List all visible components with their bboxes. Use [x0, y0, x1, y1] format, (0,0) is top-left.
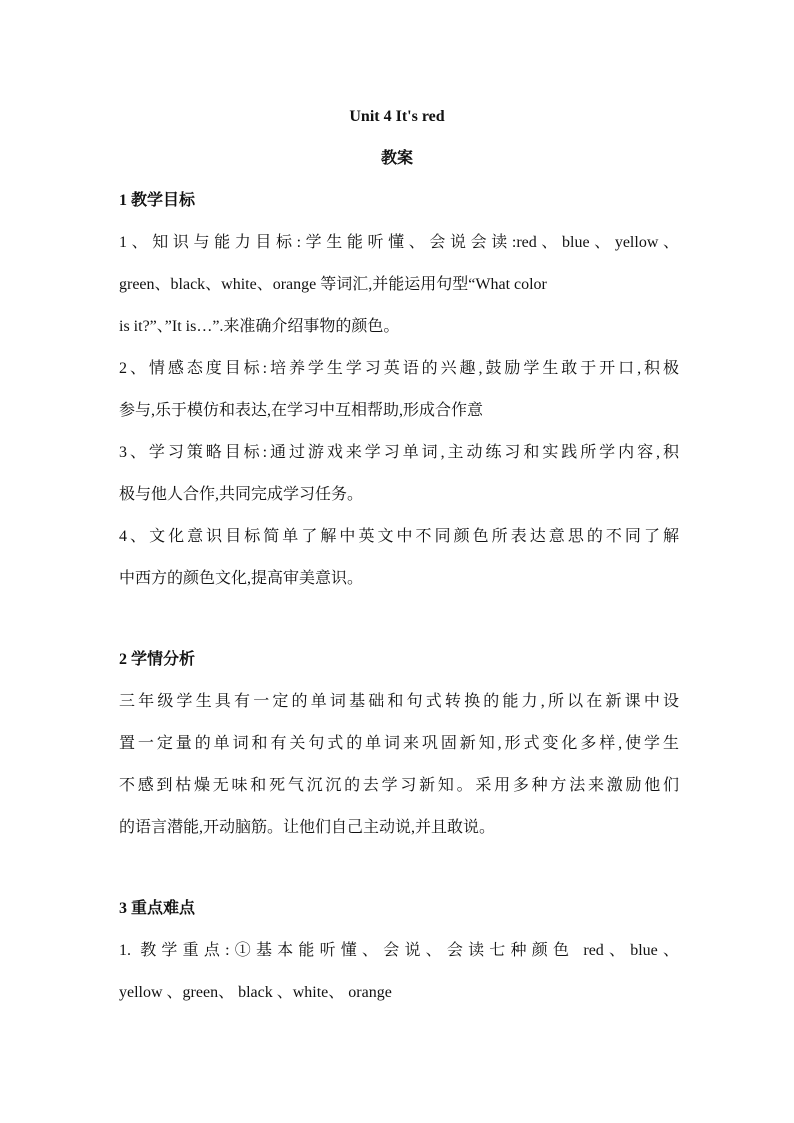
- paragraph-line: 中西方的颜色文化,提高审美意识。: [119, 570, 364, 587]
- section-heading-keypoints: 3 重点难点: [119, 900, 196, 917]
- section-heading-objectives: 1 教学目标: [119, 192, 196, 209]
- paragraph-line: green、black、white、orange 等词汇,并能运用句型“What color: [119, 276, 547, 293]
- paragraph-line: 2、情感态度目标:培养学生学习英语的兴趣,鼓励学生敢于开口,积极: [119, 360, 679, 377]
- section-heading-analysis: 2 学情分析: [119, 651, 196, 668]
- paragraph-line: 置一定量的单词和有关句式的单词来巩固新知,形式变化多样,使学生: [119, 735, 679, 752]
- document-title: Unit 4 It's red: [349, 108, 445, 125]
- paragraph-line: is it?”、”It is…”.来准确介绍事物的颜色。: [119, 318, 400, 335]
- paragraph-line: 3、学习策略目标:通过游戏来学习单词,主动练习和实践所学内容,积: [119, 444, 679, 461]
- paragraph-line: 1、知识与能力目标:学生能听懂、会说会读:red、blue、yellow、: [119, 234, 679, 251]
- paragraph-line: 1. 教学重点:①基本能听懂、会说、会读七种颜色 red、blue、: [119, 942, 679, 959]
- paragraph-line: yellow 、green、 black 、white、 orange: [119, 984, 392, 1001]
- paragraph-line: 4、文化意识目标简单了解中英文中不同颜色所表达意思的不同了解: [119, 528, 679, 545]
- paragraph-line: 参与,乐于模仿和表达,在学习中互相帮助,形成合作意: [119, 402, 484, 419]
- paragraph-line: 的语言潜能,开动脑筋。让他们自己主动说,并且敢说。: [119, 819, 496, 836]
- paragraph-line: 极与他人合作,共同完成学习任务。: [119, 486, 364, 503]
- paragraph-line: 三年级学生具有一定的单词基础和句式转换的能力,所以在新课中设: [119, 693, 679, 710]
- paragraph-line: 不感到枯燥无味和死气沉沉的去学习新知。采用多种方法来激励他们: [119, 777, 679, 794]
- document-subtitle: 教案: [380, 150, 413, 167]
